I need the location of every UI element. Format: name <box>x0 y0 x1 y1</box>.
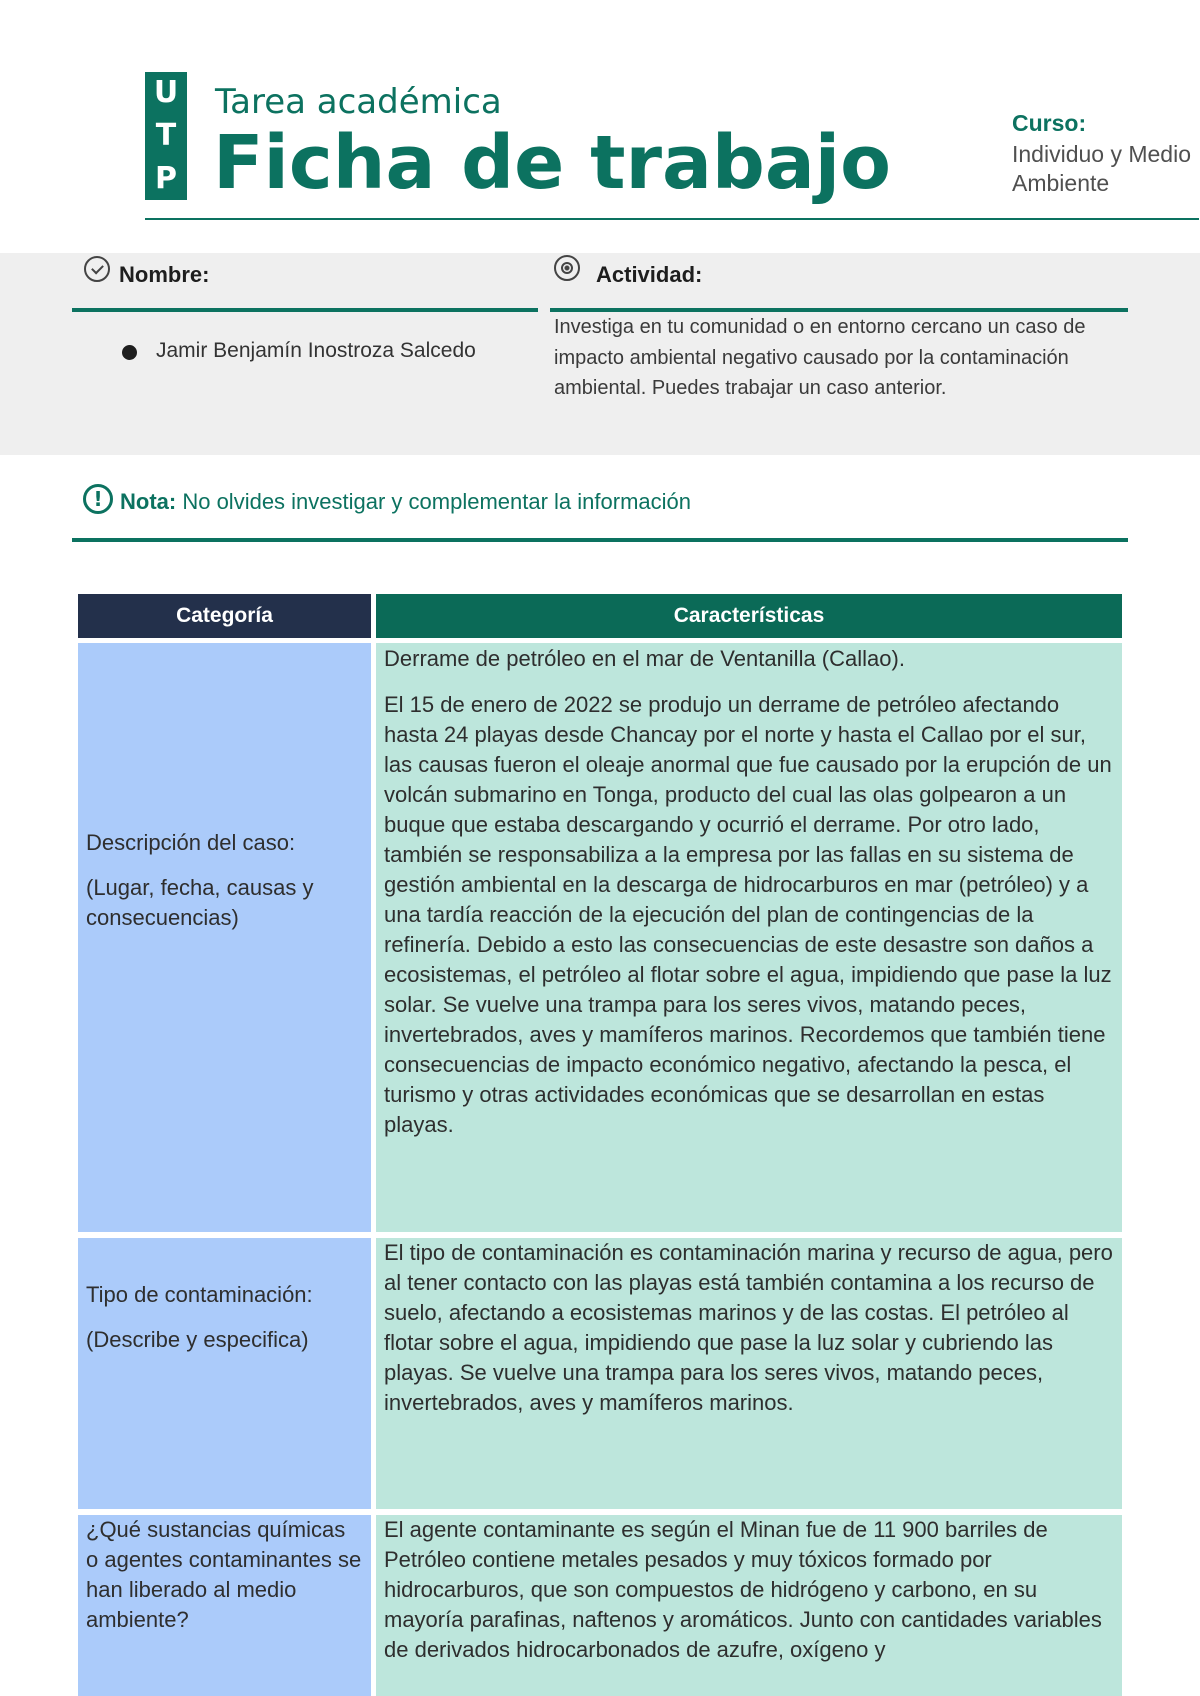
check-circle-icon <box>84 256 110 282</box>
actividad-label: Actividad: <box>596 262 703 287</box>
nota-divider <box>72 538 1128 542</box>
header-divider <box>145 218 1199 220</box>
logo-letter-p: P <box>155 160 177 196</box>
nota-text: No olvides investigar y complementar la información <box>176 489 691 514</box>
category-title: ¿Qué sustancias químicas o agentes contaminantes se han liberado al medio ambiente? <box>86 1517 362 1632</box>
course-name: Individuo y Medio Ambiente <box>1012 141 1191 196</box>
category-title: Descripción del caso: <box>86 830 296 855</box>
table-row-characteristics <box>376 1515 1122 1696</box>
document-title: Ficha de trabajo <box>213 120 891 206</box>
nota <box>120 489 691 515</box>
nota-label: Nota: <box>120 489 177 514</box>
logo-letter-u: U <box>153 75 179 111</box>
category-subtitle: (Describe y especifica) <box>86 1327 309 1352</box>
course-label: Curso: <box>1012 110 1087 136</box>
case-title: Derrame de petróleo en el mar de Ventanilla (Callao). <box>384 646 905 671</box>
substances-text: El agente contaminante es según el Minan fue de 11 900 barriles de Petróleo contiene metales pesados y muy tóxicos formado por hidrocarburos, que son compuestos de hidrógeno y carbono, en su mayoría parafinas, naftenos y aromáticos. Junto con cantidades variables de derivados hidrocarbonados de azufre, oxígeno y <box>384 1517 1102 1662</box>
utp-logo <box>145 72 187 200</box>
category-subtitle: (Lugar, fecha, causas y consecuencias) <box>86 875 314 930</box>
student-name: Jamir Benjamín Inostroza Salcedo <box>156 339 476 362</box>
table-header-categoria: Categoría <box>78 594 371 638</box>
case-description: El 15 de enero de 2022 se produjo un derrame de petróleo afectando hasta 24 playas desde Chancay por el norte y hasta el Callao por el sur, las causas fueron el oleaje anormal que fue causado por la erupción de un volcán submarino en Tonga, producto del cual las olas golpearon a un buque que estaba descargando y ocurrió el derrame. Por otro lado, también se responsabiliza a la empresa por las fallas en su sistema de gestión ambiental en la descarga de hidrocarburos en mar (petróleo) y a una tardía reacción de la ejecución del plan de contingencias de la refinería. Debido a esto las consecuencias de este desastre son daños a ecosistemas, el petróleo al flotar sobre el agua, impidiendo que pase la luz solar. Se vuelve una trampa para los seres vivos, matando peces, invertebrados, aves y mamíferos marinos. Recordemos que también tiene consecuencias de impacto económico negativo, afectando la pesca, el turismo y otras actividades económicas que se desarrollan en estas playas. <box>384 692 1112 1137</box>
exclamation-icon: ! <box>83 484 113 514</box>
table-header-caracteristicas: Características <box>376 594 1122 638</box>
document-subtitle: Tarea académica <box>215 82 502 122</box>
nombre-label: Nombre: <box>119 262 210 287</box>
target-icon <box>554 255 580 281</box>
table-row-category <box>78 1515 371 1696</box>
nombre-divider <box>72 308 538 312</box>
table-row-category <box>78 643 371 1232</box>
table-row-category <box>78 1238 371 1509</box>
table-row-characteristics <box>376 643 1122 1232</box>
bullet-icon <box>122 345 137 360</box>
activity-description: Investiga en tu comunidad o en entorno cercano un caso de impacto ambiental negativo causado por la contaminación ambiental. Puedes trabajar un caso anterior. <box>554 316 1086 399</box>
table-row-characteristics <box>376 1238 1122 1509</box>
category-title: Tipo de contaminación: <box>86 1282 313 1307</box>
logo-letter-t: T <box>155 117 177 153</box>
pollution-type-text: El tipo de contaminación es contaminación marina y recurso de agua, pero al tener contacto con las playas está también contamina a los recurso de suelo, afectando a ecosistemas marinos y de las costas. El petróleo al flotar sobre el agua, impidiendo que pase la luz solar y cubriendo las playas. Se vuelve una trampa para los seres vivos, matando peces, invertebrados, aves y mamíferos marinos. <box>384 1240 1113 1415</box>
